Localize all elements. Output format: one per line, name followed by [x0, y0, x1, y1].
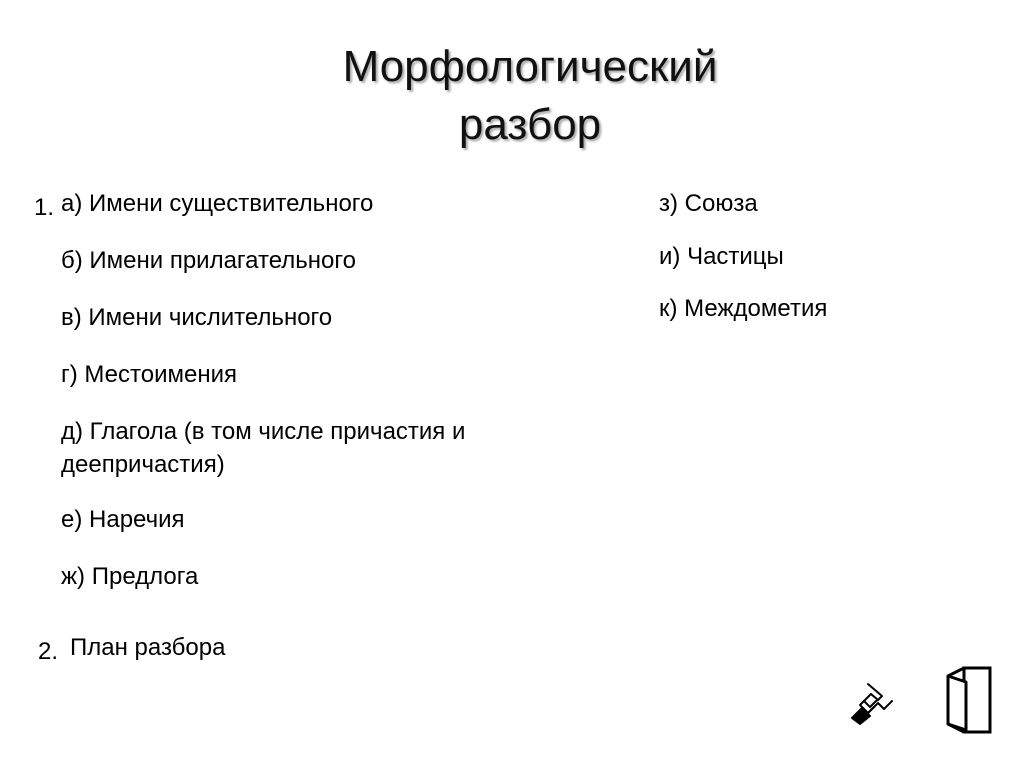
door-exit-icon — [944, 666, 994, 736]
list-item-adjective[interactable]: б) Имени прилагательного — [61, 247, 356, 274]
list-item-preposition[interactable]: ж) Предлога — [61, 563, 199, 590]
list-item-numeral[interactable]: в) Имени числительного — [61, 304, 333, 331]
list-item-verb[interactable]: д) Глагола (в том числе причастия и — [61, 418, 466, 445]
section-1-number: 1. — [34, 194, 55, 221]
title-line-1: Морфологический — [342, 42, 718, 91]
next-button[interactable] — [848, 680, 898, 726]
plan-link[interactable]: План разбора — [70, 634, 226, 661]
list-item-interjection[interactable]: к) Междометия — [659, 295, 828, 322]
list-item-adverb[interactable]: е) Наречия — [61, 506, 185, 533]
list-item-verb-continued[interactable]: деепричастия) — [61, 451, 225, 478]
hand-pointer-icon — [848, 680, 898, 726]
list-item-particle[interactable]: и) Частицы — [659, 243, 784, 270]
title-line-2: разбор — [458, 100, 602, 149]
section-2-number: 2. — [38, 638, 59, 665]
list-item-noun[interactable]: а) Имени существительного — [61, 190, 374, 217]
slide-title — [230, 38, 830, 154]
list-item-conjunction[interactable]: з) Союза — [659, 190, 758, 217]
exit-button[interactable] — [944, 666, 994, 736]
list-item-pronoun[interactable]: г) Местоимения — [61, 361, 238, 388]
